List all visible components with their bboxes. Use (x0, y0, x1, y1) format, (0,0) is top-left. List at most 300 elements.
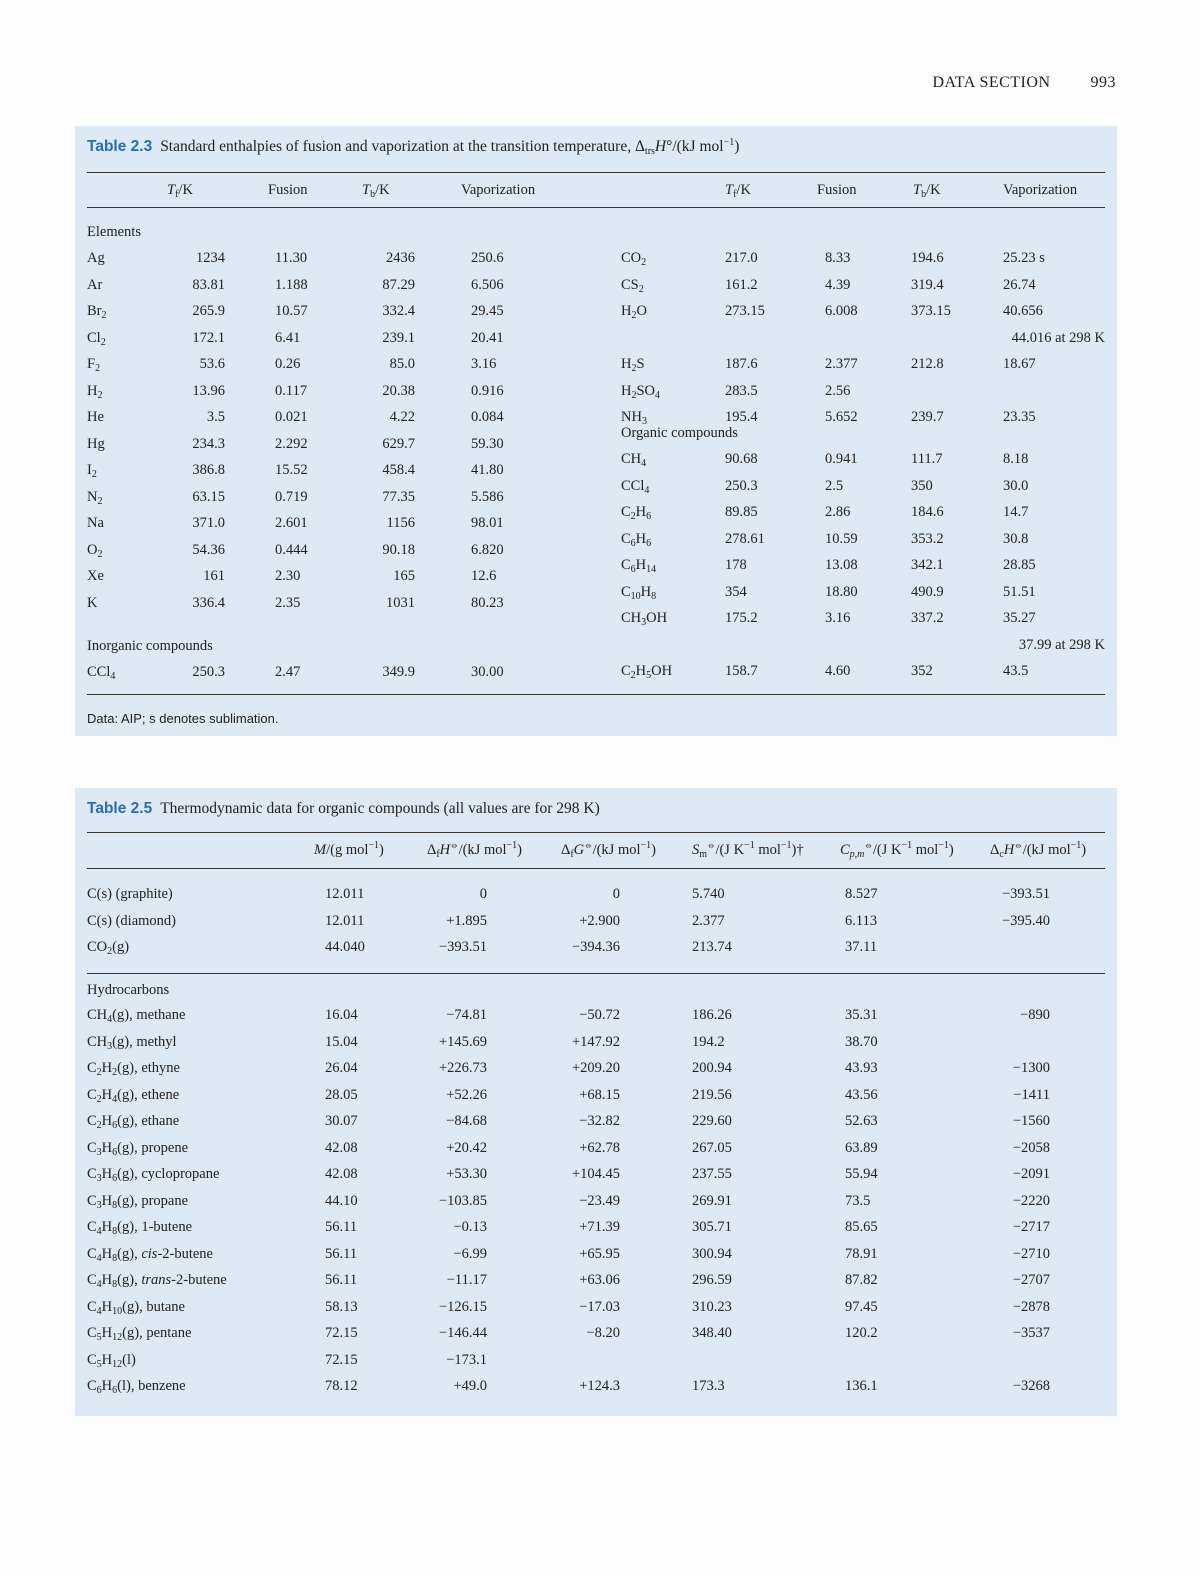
table-cell: 26.04 (325, 1060, 358, 1076)
table-cell: 250.3 (192, 664, 225, 680)
table-cell: 51.51 (1003, 583, 1036, 600)
table-cell: +49.0 (453, 1378, 487, 1394)
table-cell: +65.95 (579, 1245, 620, 1262)
column-header: $S_m^⦵/(J$ $K^{-1}$ mol$^{-1}$)† (692, 840, 804, 860)
row-label: $NH_3$ (621, 409, 647, 427)
table-cell: 6.820 (471, 541, 504, 558)
table-cell: −1560 (1012, 1113, 1050, 1129)
row-label: Na (87, 515, 104, 531)
table-cell: 0.719 (275, 488, 308, 505)
table-cell: 348.40 (692, 1325, 732, 1341)
row-label: $Br_2$ (87, 303, 107, 321)
row-label: Ar (87, 276, 103, 293)
table-cell: 217.0 (725, 250, 758, 266)
table-cell: 1234 (196, 250, 225, 266)
table-cell: −2878 (1012, 1298, 1050, 1315)
table-cell: 78.91 (845, 1245, 878, 1262)
table-cell: +145.69 (438, 1033, 487, 1050)
table-cell: −0.13 (453, 1219, 487, 1235)
table-cell: 63.89 (845, 1139, 878, 1156)
column-header: $T_b/K$ (362, 182, 390, 200)
row-label: $C_2H_5OH$ (621, 663, 673, 681)
table-cell: 37.11 (845, 939, 878, 955)
table-2-3-header-rule (87, 207, 1105, 208)
table-cell: 310.23 (692, 1298, 732, 1315)
table-2-5-caption-text: Thermodynamic data for organic compounds (all values are for 298 K) (160, 800, 600, 817)
table-cell: 89.85 (725, 504, 758, 520)
table-cell: 40.656 (1003, 303, 1043, 319)
table-cell: −2220 (1012, 1192, 1050, 1209)
table-cell: 35.31 (845, 1007, 878, 1023)
row-label: $C_3H_8(g)$, propane (87, 1192, 189, 1211)
table-cell: 53.6 (199, 356, 225, 372)
table-cell: 8.33 (825, 250, 851, 266)
table-cell: 6.41 (275, 329, 301, 346)
table-cell: +209.20 (571, 1060, 620, 1076)
table-cell: 349.9 (382, 664, 415, 680)
table-cell: 6.113 (845, 912, 878, 929)
table-cell: −8.20 (586, 1325, 620, 1341)
table-cell: 336.4 (192, 594, 225, 611)
table-cell: 15.04 (325, 1033, 358, 1050)
row-label: $CH_3(g)$, methyl (87, 1033, 177, 1052)
table-cell: 44.040 (325, 939, 365, 955)
row-label: $CS_2$ (621, 276, 644, 295)
table-2-5-header-rule (87, 868, 1105, 869)
running-head (932, 74, 1116, 92)
table-cell: 219.56 (692, 1086, 732, 1103)
table-cell: −394.36 (571, 939, 620, 955)
row-label: $C_6H_6(l)$, benzene (87, 1378, 186, 1396)
row-label: K (87, 594, 98, 611)
table-cell: 72.15 (325, 1325, 358, 1341)
column-header: Fusion (817, 182, 857, 198)
table-cell: 2.56 (825, 382, 851, 399)
table-cell: 250.3 (725, 477, 758, 494)
table-cell: 120.2 (845, 1325, 878, 1341)
table-cell: 194.6 (911, 250, 944, 266)
table-cell: 136.1 (845, 1378, 878, 1394)
row-label: $O_2$ (87, 541, 103, 560)
table-cell: 15.52 (275, 462, 308, 478)
table-cell: 30.00 (471, 664, 504, 680)
table-cell: 158.7 (725, 663, 758, 679)
table-cell: 13.08 (825, 557, 858, 573)
row-label: $C_4H_8(g)$, 1-butene (87, 1219, 193, 1237)
row-label: $CH_4$ (621, 451, 647, 469)
column-header: M/(g mol$^{-1}$) (314, 840, 384, 858)
table-2-3-footnote: Data: AIP; s denotes sublimation. (87, 711, 279, 726)
table-cell: 111.7 (911, 451, 943, 467)
table-cell: 28.05 (325, 1086, 358, 1103)
table-cell: 161.2 (725, 276, 758, 293)
table-cell: 283.5 (725, 382, 758, 399)
table-cell: 30.07 (325, 1113, 358, 1129)
table-cell: +71.39 (579, 1219, 620, 1235)
row-label: $C_{10}H_8$ (621, 583, 657, 602)
table-cell: −74.81 (446, 1007, 487, 1023)
table-cell: 35.27 (1003, 610, 1036, 626)
table-cell: −23.49 (579, 1192, 620, 1209)
table-cell: 12.011 (325, 912, 365, 929)
table-cell: −11.17 (446, 1272, 487, 1288)
table-cell: 352 (911, 663, 933, 679)
table-cell: 186.26 (692, 1007, 732, 1023)
table-cell: 4.22 (389, 409, 415, 425)
row-label: He (87, 409, 104, 425)
table-cell: +20.42 (446, 1139, 487, 1156)
section-heading: Organic compounds (621, 425, 738, 441)
row-label: $C_4H_8(g)$, trans-2-butene (87, 1272, 227, 1290)
table-cell: 332.4 (382, 303, 415, 319)
table-cell: 353.2 (911, 530, 944, 547)
table-cell: 3.16 (825, 610, 851, 626)
table-cell: 44.10 (325, 1192, 358, 1209)
table-cell: −84.68 (446, 1113, 487, 1129)
row-label: C(s) (graphite) (87, 886, 173, 902)
table-cell: +53.30 (446, 1166, 487, 1182)
table-cell: 56.11 (325, 1272, 358, 1288)
table-cell: 3.5 (206, 409, 225, 425)
table-cell: 0 (479, 886, 487, 902)
table-cell: 5.740 (692, 886, 725, 902)
row-label: $N_2$ (87, 488, 103, 507)
column-header: $\Delta_fH^⦵/(kJ$ mol$^{-1}$) (427, 840, 522, 860)
table-cell: 239.7 (911, 409, 944, 425)
table-cell: 237.55 (692, 1166, 732, 1182)
table-cell: −32.82 (579, 1113, 620, 1129)
row-label: $Cl_2$ (87, 329, 106, 348)
table-cell: +1.895 (446, 912, 487, 929)
table-2-3-panel (75, 126, 1117, 736)
table-cell: +226.73 (438, 1060, 487, 1076)
table-cell: 0.916 (471, 382, 504, 399)
table-2-3-label: Table 2.3 (87, 138, 153, 155)
table-cell: 319.4 (911, 276, 944, 293)
row-label: $C_2H_4(g)$, ethene (87, 1086, 180, 1105)
row-label: $C_3H_6(g)$, cyclopropane (87, 1166, 220, 1184)
table-cell: 6.506 (471, 276, 504, 293)
column-header: $C_{p,m}^⦵/(J$ $K^{-1}$ mol$^{-1}$) (840, 840, 954, 860)
table-cell: 269.91 (692, 1192, 732, 1209)
table-cell: 56.11 (325, 1219, 358, 1235)
table-cell: −50.72 (579, 1007, 620, 1023)
table-cell: 30.0 (1003, 477, 1029, 494)
table-cell: 178 (725, 557, 747, 573)
table-cell: 13.96 (192, 382, 225, 399)
table-cell: −2717 (1012, 1219, 1050, 1235)
table-cell: 0.26 (275, 356, 301, 372)
table-cell: 54.36 (192, 541, 225, 558)
table-cell: 1156 (386, 515, 415, 531)
table-cell: −6.99 (453, 1245, 487, 1262)
row-label: $H_2SO_4$ (621, 382, 661, 401)
section-heading: Hydrocarbons (87, 982, 170, 998)
table-cell: 58.13 (325, 1298, 358, 1315)
table-cell: −2710 (1012, 1245, 1050, 1262)
table-cell: 90.18 (382, 541, 415, 558)
table-cell: 38.70 (845, 1033, 878, 1050)
table-cell: 2.86 (825, 504, 851, 520)
section-heading: Inorganic compounds (87, 638, 213, 654)
table-cell: 83.81 (192, 276, 225, 293)
table-cell: 250.6 (471, 250, 504, 266)
table-cell: −395.40 (1001, 912, 1050, 929)
table-cell: −2091 (1012, 1166, 1050, 1182)
page-number: 993 (1090, 74, 1116, 91)
table-cell: 87.29 (382, 276, 415, 293)
row-label: $C_2H_2(g)$, ethyne (87, 1060, 180, 1078)
table-cell: −2707 (1012, 1272, 1050, 1288)
table-cell: 29.45 (471, 303, 504, 319)
table-cell: 0 (612, 886, 620, 902)
table-cell: 12.6 (471, 568, 497, 584)
table-2-5-label: Table 2.5 (87, 800, 153, 817)
table-cell: 300.94 (692, 1245, 732, 1262)
table-cell: 26.74 (1003, 276, 1036, 293)
table-cell: 41.80 (471, 462, 504, 478)
table-cell: 234.3 (192, 435, 225, 452)
table-cell: −393.51 (1001, 886, 1050, 902)
table-cell: 23.35 (1003, 409, 1036, 425)
row-label: $CO_2$ (621, 250, 647, 268)
table-cell: +124.3 (579, 1378, 620, 1394)
table-cell: 2.377 (825, 356, 858, 372)
table-2-3-caption-text: Standard enthalpies of fusion and vaporization at the transition temperature, $\Delta_{trs}H^\circ/(kJ$ mol$^{-1}$) (160, 137, 740, 157)
table-cell: 490.9 (911, 583, 944, 600)
row-label: $CH_3OH$ (621, 610, 668, 628)
section-heading: Elements (87, 224, 141, 240)
table-cell: 85.65 (845, 1219, 878, 1235)
table-cell: 172.1 (192, 329, 225, 346)
table-cell: +62.78 (579, 1139, 620, 1156)
table-cell: 37.99 at 298 K (1018, 636, 1105, 653)
table-cell: 20.38 (382, 382, 415, 399)
table-cell: −126.15 (438, 1298, 487, 1315)
table-cell: 98.01 (471, 515, 504, 531)
table-cell: 43.93 (845, 1060, 878, 1076)
table-cell: 42.08 (325, 1166, 358, 1182)
table-cell: 278.61 (725, 530, 765, 547)
table-cell: 56.11 (325, 1245, 358, 1262)
table-cell: 212.8 (911, 356, 944, 372)
table-cell: 90.68 (725, 451, 758, 467)
table-cell: 337.2 (911, 610, 944, 626)
table-cell: −146.44 (438, 1325, 487, 1341)
table-cell: 8.527 (845, 886, 878, 902)
table-cell: +2.900 (579, 912, 620, 929)
row-label: Xe (87, 568, 104, 584)
table-cell: 354 (725, 583, 747, 600)
table-cell: 20.41 (471, 329, 504, 346)
row-label: $CH_4(g)$, methane (87, 1007, 186, 1025)
table-cell: 0.021 (275, 409, 308, 425)
column-header: $T_b/K$ (913, 182, 941, 200)
table-cell: 30.8 (1003, 530, 1029, 547)
row-label: $C_2H_6$ (621, 504, 652, 522)
column-header: Fusion (268, 182, 308, 198)
table-cell: 28.85 (1003, 557, 1036, 573)
table-cell: 14.7 (1003, 504, 1029, 520)
table-2-3-bottom-rule (87, 694, 1105, 695)
table-cell: 97.45 (845, 1298, 878, 1315)
table-cell: 52.63 (845, 1113, 878, 1129)
table-cell: 305.71 (692, 1219, 732, 1235)
row-label: $C_5H_{12}(l)$ (87, 1351, 136, 1370)
column-header: $T_f/K$ (725, 182, 751, 200)
row-label: C(s) (diamond) (87, 912, 176, 929)
table-cell: 8.18 (1003, 451, 1029, 467)
table-cell: 165 (393, 568, 415, 584)
table-cell: 25.23 s (1003, 250, 1045, 266)
table-cell: 73.5 (845, 1192, 871, 1209)
table-cell: −1300 (1012, 1060, 1050, 1076)
table-cell: 59.30 (471, 435, 504, 452)
table-cell: 2.377 (692, 912, 725, 929)
table-cell: −3537 (1012, 1325, 1050, 1341)
table-2-5-panel (75, 788, 1117, 1416)
table-cell: 18.80 (825, 583, 858, 600)
table-cell: 55.94 (845, 1166, 878, 1182)
table-cell: 342.1 (911, 557, 944, 573)
table-cell: 6.008 (825, 303, 858, 319)
table-cell: 5.652 (825, 409, 858, 425)
table-cell: 1.188 (275, 276, 308, 293)
column-header: $\Delta_cH^⦵/(kJ$ mol$^{-1}$) (990, 840, 1087, 860)
table-cell: 173.3 (692, 1378, 725, 1394)
row-label: $H_2S$ (621, 356, 645, 374)
table-cell: 80.23 (471, 594, 504, 611)
table-cell: +104.45 (571, 1166, 620, 1182)
table-cell: 77.35 (382, 488, 415, 505)
table-cell: +68.15 (579, 1086, 620, 1103)
table-cell: 184.6 (911, 504, 944, 520)
table-cell: −393.51 (438, 939, 487, 955)
table-cell: +147.92 (571, 1033, 620, 1050)
row-label: CCl$_4$ (87, 664, 116, 682)
table-2-3-caption (87, 138, 739, 156)
table-cell: 10.57 (275, 303, 308, 319)
table-cell: −890 (1020, 1007, 1050, 1023)
table-cell: 629.7 (382, 435, 415, 452)
table-cell: 200.94 (692, 1060, 732, 1076)
column-header: Vaporization (461, 182, 536, 198)
table-cell: 296.59 (692, 1272, 732, 1288)
table-cell: 85.0 (389, 356, 415, 372)
table-cell: 194.2 (692, 1033, 725, 1050)
table-cell: 229.60 (692, 1113, 732, 1129)
row-label: $C_2H_6(g)$, ethane (87, 1113, 180, 1131)
table-2-5-caption (87, 800, 600, 818)
table-cell: 42.08 (325, 1139, 358, 1156)
table-cell: 0.444 (275, 541, 308, 558)
row-label: $H_2O$ (621, 303, 647, 321)
table-cell: −2058 (1012, 1139, 1050, 1156)
table-cell: 3.16 (471, 356, 497, 372)
table-2-5-section-rule (87, 973, 1105, 974)
row-label: $C_3H_6(g)$, propene (87, 1139, 189, 1158)
table-cell: 267.05 (692, 1139, 732, 1156)
table-cell: +52.26 (446, 1086, 487, 1103)
row-label: Ag (87, 250, 105, 266)
table-cell: 18.67 (1003, 356, 1036, 372)
row-label: $C_4H_8(g)$, cis-2-butene (87, 1245, 213, 1264)
table-cell: 43.5 (1003, 663, 1029, 679)
row-label: $C_5H_{12}(g)$, pentane (87, 1325, 192, 1343)
row-label: CCl$_4$ (621, 477, 650, 496)
table-cell: 16.04 (325, 1007, 358, 1023)
table-cell: 373.15 (911, 303, 951, 319)
table-cell: 12.011 (325, 886, 365, 902)
table-cell: 11.30 (275, 250, 308, 266)
table-cell: 4.39 (825, 276, 851, 293)
table-cell: 2.30 (275, 568, 301, 584)
table-cell: 72.15 (325, 1351, 358, 1368)
table-cell: +63.06 (579, 1272, 620, 1288)
row-label: $I_2$ (87, 462, 97, 480)
column-header: $T_f/K$ (167, 182, 193, 200)
row-label: $C_6H_{14}$ (621, 557, 657, 575)
table-cell: 2.292 (275, 435, 308, 452)
row-label: $CO_2(g)$ (87, 939, 130, 957)
table-cell: 2.601 (275, 515, 308, 531)
table-cell: −1411 (1013, 1086, 1050, 1103)
table-cell: 78.12 (325, 1378, 358, 1394)
row-label: $C_6H_6$ (621, 530, 652, 549)
table-cell: 386.8 (192, 462, 225, 478)
table-cell: 175.2 (725, 610, 758, 626)
table-cell: 187.6 (725, 356, 758, 372)
table-cell: −103.85 (438, 1192, 487, 1209)
table-cell: 458.4 (382, 462, 415, 478)
running-head-section: DATA SECTION (932, 74, 1051, 91)
table-cell: 4.60 (825, 663, 851, 679)
row-label: $C_4H_{10}(g)$, butane (87, 1298, 185, 1317)
table-cell: −173.1 (446, 1351, 487, 1368)
row-label: Hg (87, 435, 105, 452)
table-cell: 87.82 (845, 1272, 878, 1288)
table-2-3-top-rule (87, 172, 1105, 173)
column-header: $\Delta_fG^⦵/(kJ$ mol$^{-1}$) (561, 840, 656, 860)
table-cell: 0.084 (471, 409, 504, 425)
table-cell: 44.016 at 298 K (1011, 329, 1105, 346)
table-cell: 161 (203, 568, 225, 584)
table-cell: 239.1 (382, 329, 415, 346)
table-cell: 0.117 (275, 382, 308, 399)
table-cell: −17.03 (579, 1298, 620, 1315)
column-header: Vaporization (1003, 182, 1078, 198)
table-cell: 265.9 (192, 303, 225, 319)
table-cell: 1031 (386, 594, 415, 611)
table-cell: 2.35 (275, 594, 301, 611)
table-cell: 63.15 (192, 488, 225, 505)
table-cell: 213.74 (692, 939, 732, 955)
table-cell: 273.15 (725, 303, 765, 319)
table-cell: 5.586 (471, 488, 504, 505)
table-cell: 43.56 (845, 1086, 878, 1103)
table-cell: 2.47 (275, 664, 301, 680)
row-label: $H_2$ (87, 382, 103, 401)
table-cell: −3268 (1012, 1378, 1050, 1394)
table-cell: 350 (911, 477, 933, 494)
table-cell: 0.941 (825, 451, 858, 467)
table-cell: 2436 (386, 250, 415, 266)
table-2-5-top-rule (87, 832, 1105, 833)
row-label: $F_2$ (87, 356, 101, 374)
table-cell: 371.0 (192, 515, 225, 531)
table-cell: 10.59 (825, 530, 858, 547)
table-cell: 195.4 (725, 409, 758, 425)
